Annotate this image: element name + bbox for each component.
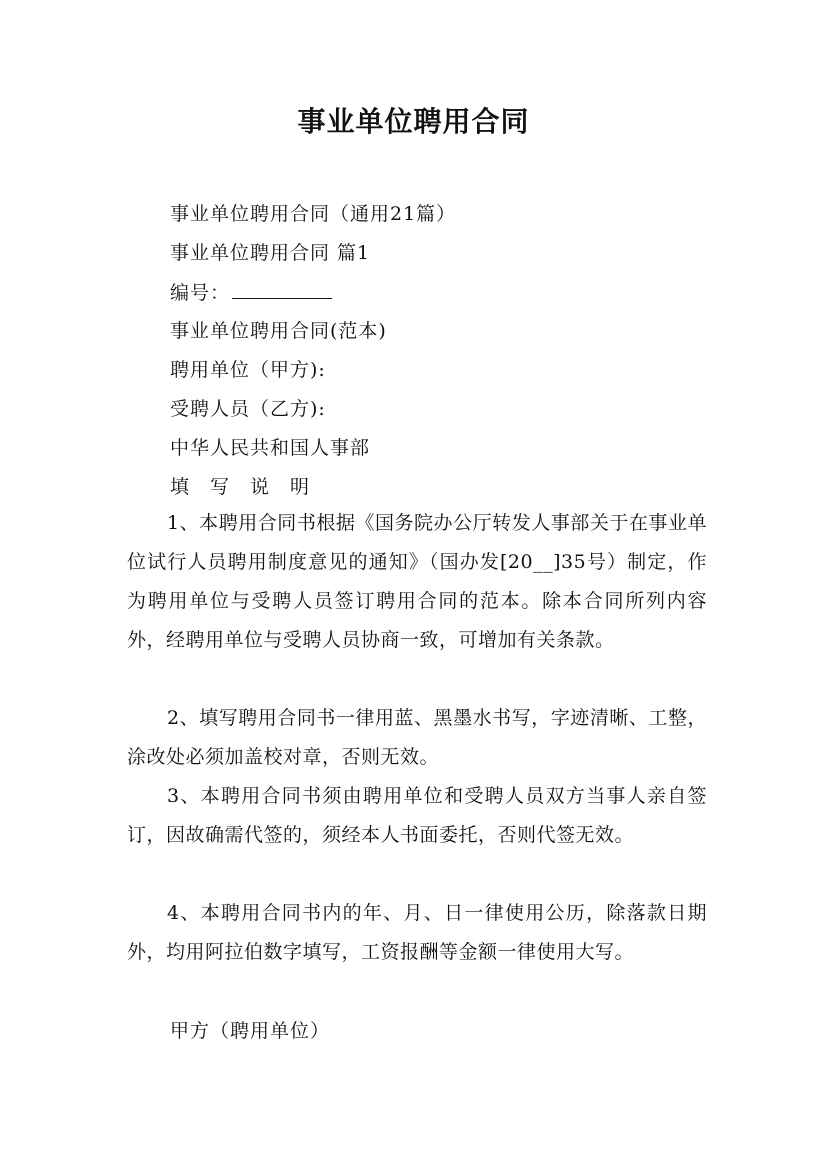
instructions-heading: 填 写 说 明 bbox=[170, 476, 311, 498]
number-label: 编号： bbox=[170, 282, 231, 304]
issuer-line: 中华人民共和国人事部 bbox=[170, 437, 371, 459]
instruction-paragraph-2: 2、填写聘用合同书一律用蓝、黑墨水书写，字迹清晰、工整，涂改处必须加盖校对章，否则无效。 bbox=[127, 707, 707, 768]
contract-template-heading: 事业单位聘用合同(范本) bbox=[170, 320, 387, 342]
party-a-line: 甲方（聘用单位） bbox=[170, 1020, 331, 1042]
instruction-paragraph-4: 4、本聘用合同书内的年、月、日一律使用公历，除落款日期外，均用阿拉伯数字填写，工资报酬等金额一律使用大写。 bbox=[127, 902, 707, 963]
subtitle-line: 事业单位聘用合同（通用21篇） bbox=[170, 203, 457, 225]
document-title: 事业单位聘用合同 bbox=[297, 105, 530, 138]
employer-line: 聘用单位（甲方): bbox=[170, 359, 326, 381]
section-heading: 事业单位聘用合同 篇1 bbox=[170, 242, 371, 264]
number-blank bbox=[232, 280, 332, 299]
number-line bbox=[170, 278, 332, 305]
instruction-paragraph-1: 1、本聘用合同书根据《国务院办公厅转发人事部关于在事业单位试行人员聘用制度意见的通知》（国办发[20__]35号）制定，作为聘用单位与受聘人员签订聘用合同的范本。除本合同所列内容外，经聘用单位与受聘人员协商一致，可增加有关条款。 bbox=[127, 512, 707, 651]
instruction-paragraph-3: 3、本聘用合同书须由聘用单位和受聘人员双方当事人亲自签订，因故确需代签的，须经本人书面委托，否则代签无效。 bbox=[127, 785, 707, 846]
employee-line: 受聘人员（乙方): bbox=[170, 398, 326, 420]
